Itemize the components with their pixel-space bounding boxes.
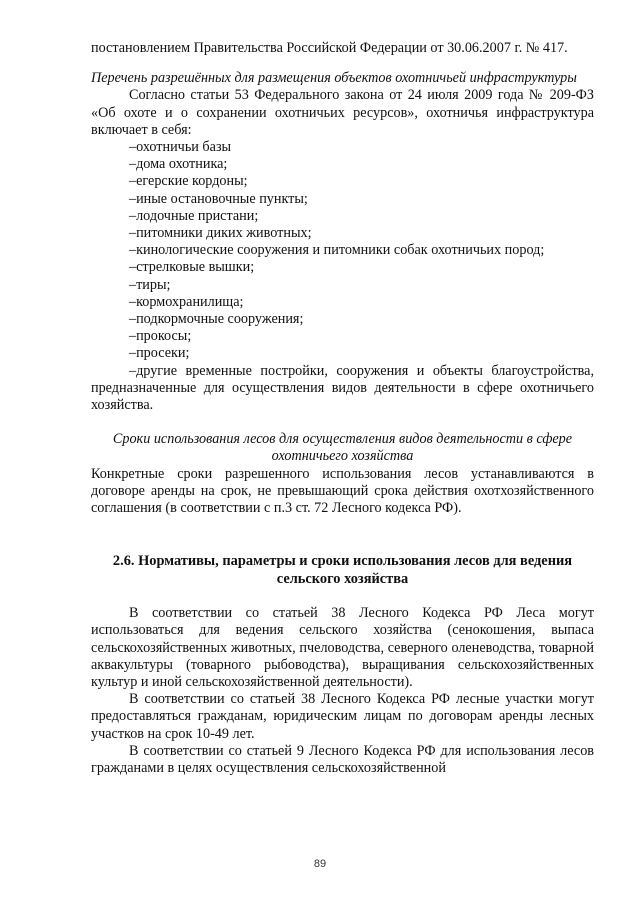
list-item: –дома охотника; [129, 156, 228, 173]
hunting-infra-intro: Согласно статьи 53 Федерального закона от 24 июля 2009 года № 209-ФЗ «Об охоте и о сохранении охотничьих ресурсов», охотничья инфраструктура включает в себя: [91, 87, 594, 138]
section-2-6-paragraph-2: В соответствии со статьей 38 Лесного Кодекса РФ лесные участки могут предоставляться гражданам, юридическим лицам по договорам аренды лесных участков на срок 10-49 лет. [91, 691, 594, 742]
list-item-last: –другие временные постройки, сооружения и объекты благоустройства, предназначенные для осуществления видов деятельности в сфере охотничьего хозяйства. [91, 362, 594, 414]
section-2-6-paragraph-3: В соответствии со статьей 9 Лесного Кодекса РФ для использования лесов гражданами в целях осуществления сельскохозяйственной [91, 742, 594, 776]
list-item: –питомники диких животных; [129, 225, 312, 242]
list-item: –кормохранилища; [129, 293, 244, 310]
list-item: –егерские кордоны; [129, 173, 248, 190]
list-item: –прокосы; [129, 328, 192, 345]
page-number: 89 [313, 858, 327, 870]
hunting-infra-list [91, 139, 594, 363]
top-paragraph: постановлением Правительства Российской Федерации от 30.06.2007 г. № 417. [91, 40, 568, 56]
section-2-6-heading: 2.6. Нормативы, параметры и сроки использования лесов для ведения сельского хозяйства [112, 553, 573, 587]
hunting-infra-caption: Перечень разрешённых для размещения объектов охотничьей инфраструктуры [91, 70, 577, 87]
terms-text: Конкретные сроки разрешенного использования лесов устанавливаются в договоре аренды на срок, не превышающий срока действия охотхозяйственного соглашения (в соответствии с п.3 ст. 72 Лесного кодекса РФ). [91, 465, 594, 517]
list-item: –тиры; [129, 276, 171, 293]
list-item: –кинологические сооружения и питомники собак охотничьих пород; [129, 242, 545, 259]
list-item: –лодочные пристани; [129, 207, 259, 224]
list-item: –охотничьи базы [129, 139, 232, 156]
section-2-6-paragraph-1: В соответствии со статьей 38 Лесного Кодекса РФ Леса могут использоваться для ведения сельского хозяйства (сенокошения, выпаса сельскохозяйственных животных, пчеловодства, северного оленеводства, товарной аквакультуры (товарного рыбоводства), выращивания сельскохозяйственных культур и иной сельскохозяйственной деятельности). [91, 605, 594, 690]
terms-caption: Сроки использования лесов для осуществления видов деятельности в сфере охотничьего хозяйства [112, 431, 573, 465]
list-item: –подкормочные сооружения; [129, 311, 304, 328]
list-item: –иные остановочные пункты; [129, 190, 308, 207]
list-item: –стрелковые вышки; [129, 259, 255, 276]
list-item: –просеки; [129, 345, 190, 362]
